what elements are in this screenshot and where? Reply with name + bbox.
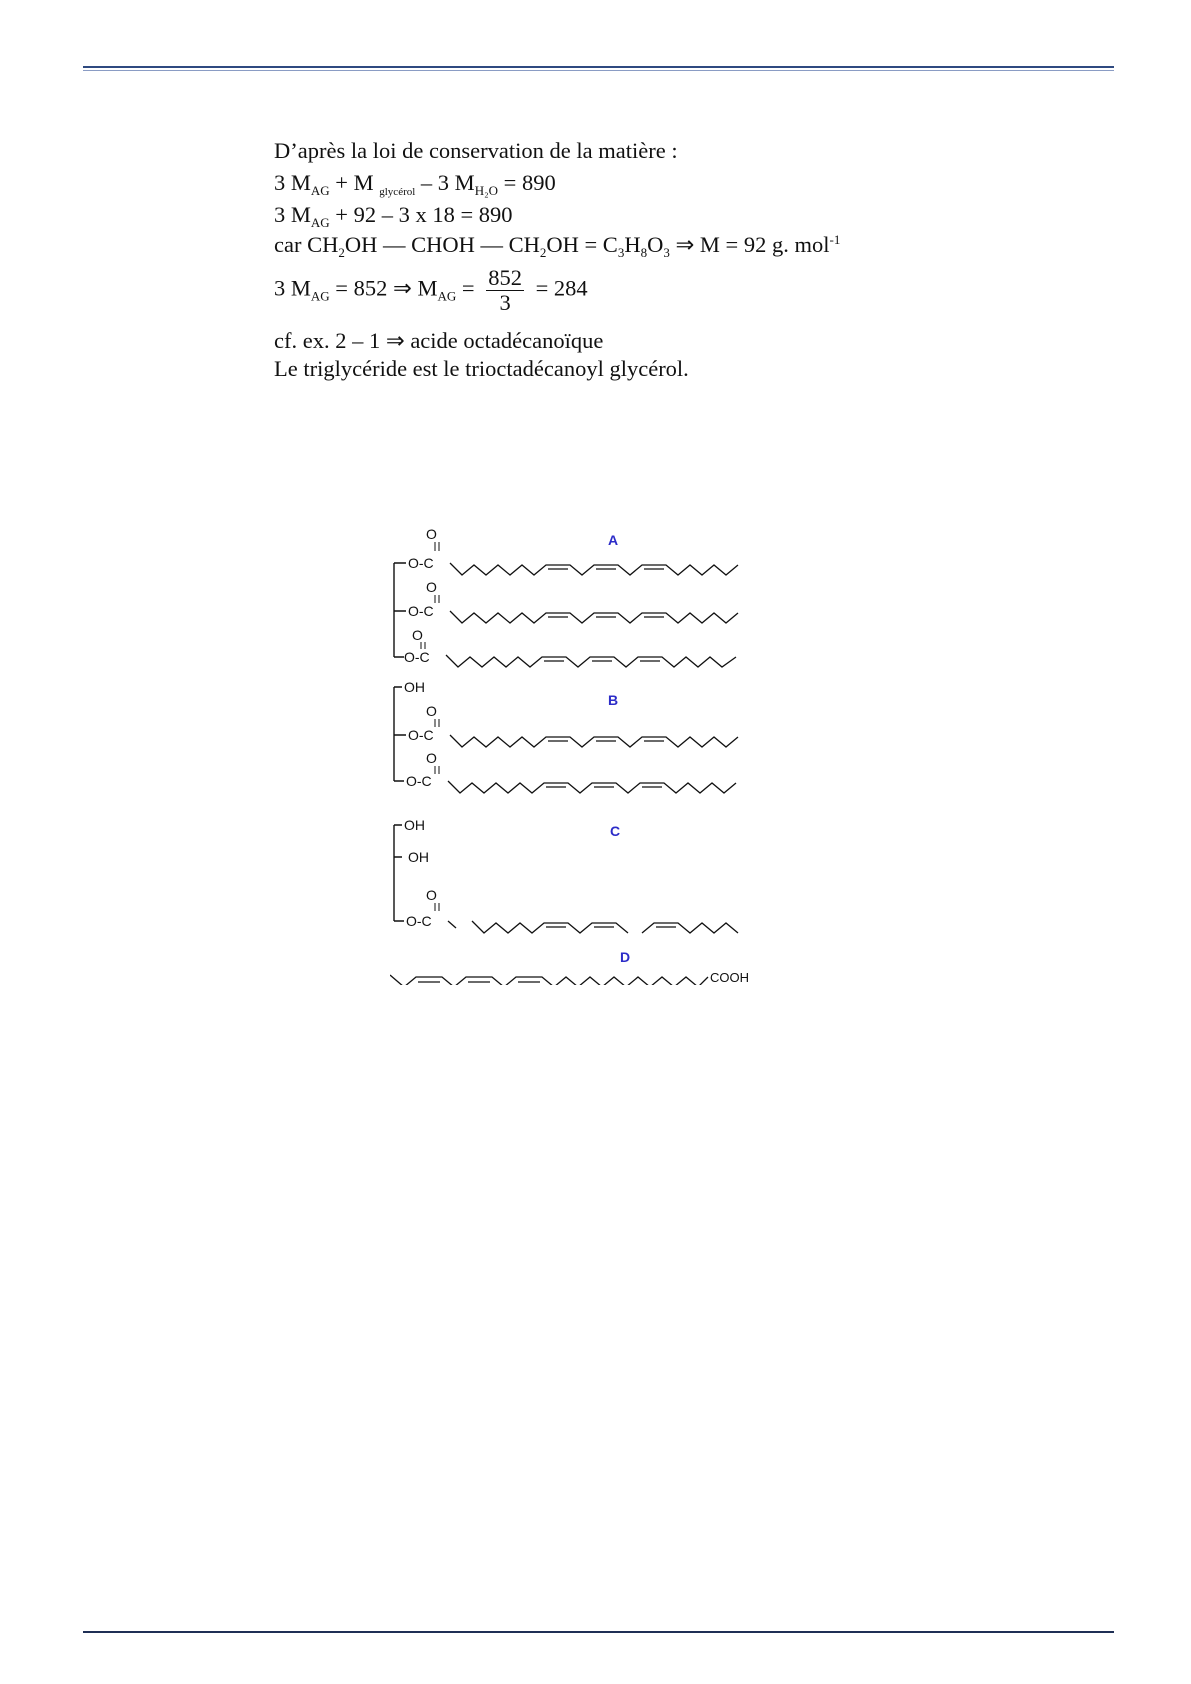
a1-oc: O-C bbox=[408, 555, 434, 571]
header-rule-thin bbox=[83, 70, 1114, 71]
l2-sub-ag: AG bbox=[310, 183, 330, 198]
chain-b1 bbox=[450, 735, 738, 747]
fraction-denominator: 3 bbox=[499, 290, 511, 315]
text-line-5 bbox=[274, 266, 588, 315]
l4-part-b: OH — CHOH — CH bbox=[344, 232, 540, 257]
text-line-2 bbox=[274, 170, 556, 199]
backbone-b bbox=[394, 687, 406, 781]
l4-part-e: O bbox=[647, 232, 664, 257]
l5-part-c: = bbox=[456, 275, 481, 301]
label-a: A bbox=[608, 532, 619, 548]
b2-carbonyl bbox=[435, 766, 439, 774]
b1-oc: O-C bbox=[408, 727, 434, 743]
l4-sub-2a: 2 bbox=[338, 245, 345, 260]
b2-oc: O-C bbox=[406, 773, 432, 789]
c1-oc: O-C bbox=[406, 913, 432, 929]
text-line-3 bbox=[274, 202, 513, 231]
label-c: C bbox=[610, 823, 621, 839]
fraction-numerator: 852 bbox=[488, 265, 522, 290]
a3-carbonyl bbox=[421, 642, 425, 649]
l4-part-c: OH = C bbox=[546, 232, 618, 257]
l2-part-b: + M bbox=[329, 170, 380, 195]
text-line-4 bbox=[274, 232, 840, 261]
text-line-7 bbox=[274, 356, 689, 382]
text-line-1 bbox=[274, 138, 678, 164]
l2-part-c: – 3 M bbox=[415, 170, 475, 195]
a2-oc: O-C bbox=[408, 603, 434, 619]
l4-part-d: H bbox=[624, 232, 641, 257]
chain-c-bond-1 bbox=[448, 921, 456, 928]
l5-sub-ag2: AG bbox=[437, 288, 457, 304]
b-oh: OH bbox=[404, 679, 425, 695]
l3-sub-ag: AG bbox=[310, 215, 330, 230]
l2-sub-glycerol: glycérol bbox=[379, 186, 416, 198]
c-oh-1: OH bbox=[404, 817, 425, 833]
text-line-6 bbox=[274, 328, 603, 354]
a2-carbonyl bbox=[435, 595, 439, 603]
fraction-852-3 bbox=[486, 266, 524, 315]
footer-rule bbox=[83, 1631, 1114, 1633]
a3-oc: O-C bbox=[404, 649, 430, 665]
structures-svg bbox=[390, 525, 810, 985]
l4-part-f: ⇒ M = 92 g. mol bbox=[669, 232, 830, 257]
backbone-a bbox=[394, 563, 406, 657]
lipid-structures-figure bbox=[390, 525, 810, 985]
l4-sup-minus1: -1 bbox=[829, 232, 841, 247]
l2-sub-h2o: H₂O bbox=[474, 183, 498, 198]
l3-part-a: 3 M bbox=[274, 202, 311, 227]
l4-sub-8: 8 bbox=[640, 245, 648, 260]
l4-sub-3b: 3 bbox=[663, 245, 670, 260]
a1-o: O bbox=[426, 526, 437, 542]
chain-a2 bbox=[450, 611, 738, 623]
d-cooh: COOH bbox=[710, 970, 749, 985]
backbone-c bbox=[394, 825, 404, 921]
l5-sub-ag: AG bbox=[310, 288, 330, 304]
chain-d bbox=[390, 975, 708, 985]
c-oh-2: OH bbox=[408, 849, 429, 865]
l3-part-b: + 92 – 3 x 18 = 890 bbox=[329, 202, 513, 227]
l5-part-d: = 284 bbox=[529, 275, 588, 301]
l5-part-b: = 852 ⇒ M bbox=[329, 275, 438, 301]
line-1-text: D’après la loi de conservation de la matière : bbox=[274, 138, 678, 163]
l2-part-a: 3 M bbox=[274, 170, 311, 195]
line-6-text: cf. ex. 2 – 1 ⇒ acide octadécanoïque bbox=[274, 328, 604, 353]
a2-o: O bbox=[426, 579, 437, 595]
header-rule bbox=[83, 66, 1114, 68]
a1-carbonyl bbox=[435, 542, 439, 551]
c1-carbonyl bbox=[435, 903, 439, 911]
l4-sub-2b: 2 bbox=[539, 245, 547, 260]
label-b: B bbox=[608, 692, 619, 708]
line-7-text: Le triglycéride est le trioctadécanoyl glycérol. bbox=[274, 356, 689, 381]
l5-part-a: 3 M bbox=[274, 275, 311, 301]
b2-o: O bbox=[426, 750, 437, 766]
a3-o: O bbox=[412, 627, 423, 643]
label-d: D bbox=[620, 949, 631, 965]
chain-a1 bbox=[450, 563, 738, 575]
b1-carbonyl bbox=[435, 719, 439, 727]
chain-a3 bbox=[446, 655, 736, 667]
c1-o: O bbox=[426, 887, 437, 903]
l2-part-d: = 890 bbox=[498, 170, 556, 195]
l4-part-a: car CH bbox=[274, 232, 339, 257]
b1-o: O bbox=[426, 703, 437, 719]
l4-sub-3: 3 bbox=[617, 245, 625, 260]
chain-b2 bbox=[448, 781, 736, 793]
